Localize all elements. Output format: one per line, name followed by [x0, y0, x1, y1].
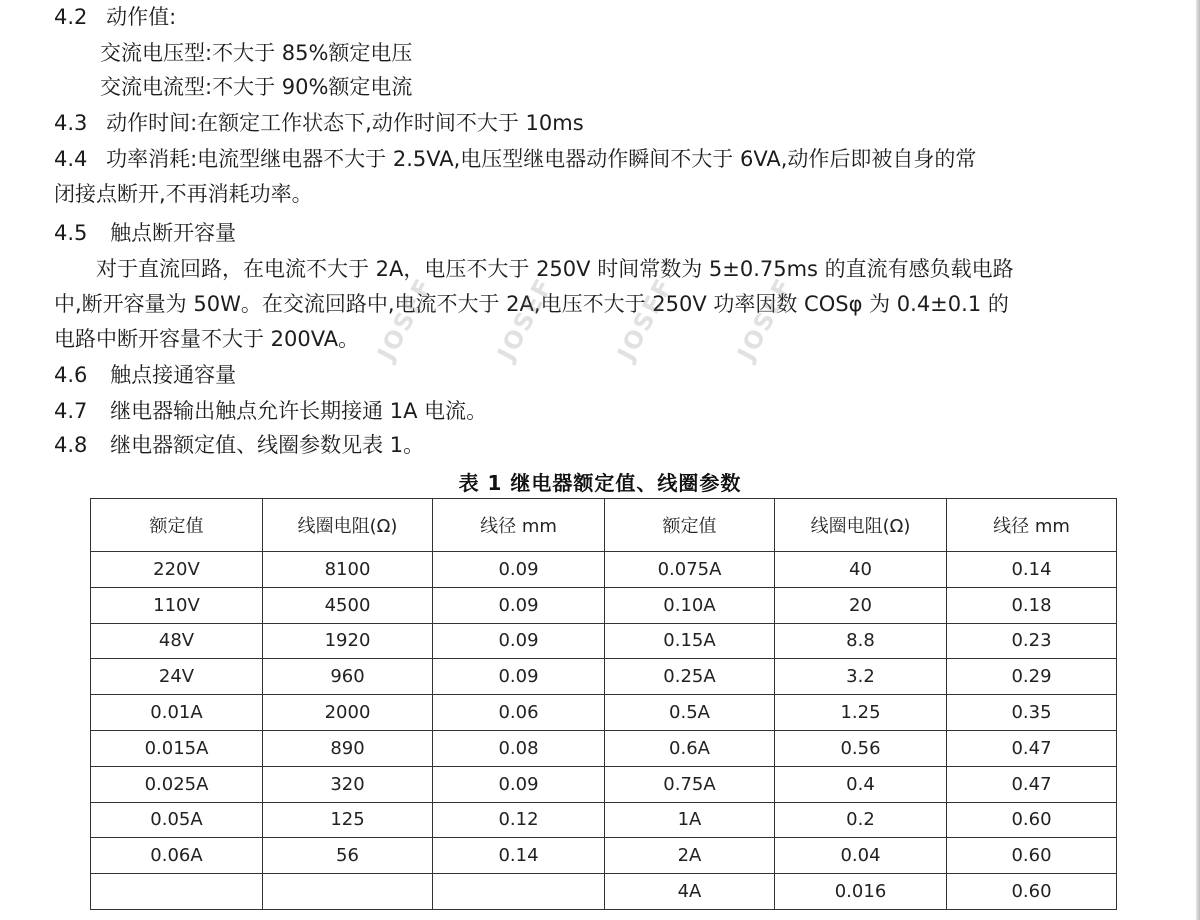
table-cell — [263, 874, 433, 910]
table-header-row — [91, 499, 1117, 552]
header-wire-diameter: 线径 mm — [433, 499, 605, 552]
table-cell: 0.60 — [947, 802, 1117, 838]
table-cell: 0.09 — [433, 659, 605, 695]
table-cell: 0.75A — [605, 766, 775, 802]
relay-ratings-table — [90, 498, 1117, 910]
header-coil-resistance: 线圈电阻(Ω) — [263, 499, 433, 552]
table-row — [91, 659, 1117, 695]
table-cell: 0.016 — [775, 874, 947, 910]
section-4-6-heading — [54, 360, 236, 390]
watermark: JOSEF — [492, 273, 559, 366]
table-cell: 0.015A — [91, 730, 263, 766]
table-caption-text: 表 1 继电器额定值、线圈参数 — [458, 471, 742, 495]
table-cell: 0.5A — [605, 695, 775, 731]
watermark: JOSEF — [372, 273, 439, 366]
section-4-2-heading — [54, 2, 176, 32]
table-cell: 890 — [263, 730, 433, 766]
table-cell — [91, 874, 263, 910]
table-cell: 0.09 — [433, 552, 605, 588]
page-edge-shadow — [1196, 0, 1200, 920]
table-cell: 110V — [91, 587, 263, 623]
table-cell: 0.23 — [947, 623, 1117, 659]
table-cell: 0.14 — [433, 838, 605, 874]
section-text: 继电器输出触点允许长期接通 1A 电流。 — [110, 399, 488, 423]
table-row — [91, 802, 1117, 838]
table-cell: 4A — [605, 874, 775, 910]
table-cell: 0.35 — [947, 695, 1117, 731]
table-row — [91, 623, 1117, 659]
table-cell: 2000 — [263, 695, 433, 731]
section-4-4-continuation: 闭接点断开,不再消耗功率。 — [54, 182, 313, 206]
section-text: 功率消耗:电流型继电器不大于 2.5VA,电压型继电器动作瞬间不大于 6VA,动作后即被自身的常 — [106, 147, 977, 171]
voltage-type-threshold: 交流电压型:不大于 85%额定电压 — [100, 41, 413, 65]
table-cell: 0.4 — [775, 766, 947, 802]
section-4-5-paragraph-line-1: 对于直流回路，在电流不大于 2A，电压不大于 250V 时间常数为 5±0.75ms 的直流有感负载电路 — [96, 257, 1014, 281]
section-4-5-heading — [54, 218, 236, 248]
section-number: 4.7 — [54, 399, 88, 423]
section-title: 触点断开容量 — [110, 221, 237, 245]
table-cell: 0.04 — [775, 838, 947, 874]
table-cell: 0.29 — [947, 659, 1117, 695]
table-cell: 0.12 — [433, 802, 605, 838]
section-title: 触点接通容量 — [110, 363, 237, 387]
table-cell: 0.15A — [605, 623, 775, 659]
current-type-threshold: 交流电流型:不大于 90%额定电流 — [100, 75, 413, 99]
table-cell: 0.05A — [91, 802, 263, 838]
section-4-7 — [54, 396, 487, 426]
table-cell: 1920 — [263, 623, 433, 659]
header-wire-diameter: 线径 mm — [947, 499, 1117, 552]
section-4-8 — [54, 430, 424, 460]
section-text: 动作时间:在额定工作状态下,动作时间不大于 10ms — [106, 111, 584, 135]
table-cell: 0.09 — [433, 623, 605, 659]
table-cell: 24V — [91, 659, 263, 695]
section-number: 4.2 — [54, 5, 88, 29]
table-cell: 0.6A — [605, 730, 775, 766]
table-cell: 125 — [263, 802, 433, 838]
table-row — [91, 874, 1117, 910]
section-title: 动作值: — [106, 5, 177, 29]
section-4-3 — [54, 108, 584, 138]
table-cell: 220V — [91, 552, 263, 588]
table-cell: 0.56 — [775, 730, 947, 766]
table-cell: 960 — [263, 659, 433, 695]
table-cell: 320 — [263, 766, 433, 802]
watermark: JOSEF — [612, 273, 679, 366]
header-rated-value: 额定值 — [91, 499, 263, 552]
section-number: 4.5 — [54, 221, 88, 245]
table-row — [91, 587, 1117, 623]
table-cell: 1A — [605, 802, 775, 838]
table-cell: 0.47 — [947, 730, 1117, 766]
table-cell: 3.2 — [775, 659, 947, 695]
table-row — [91, 552, 1117, 588]
table-cell: 8.8 — [775, 623, 947, 659]
table-row — [91, 730, 1117, 766]
section-text: 继电器额定值、线圈参数见表 1。 — [110, 433, 425, 457]
table-cell: 0.60 — [947, 874, 1117, 910]
table-row — [91, 838, 1117, 874]
table-cell: 56 — [263, 838, 433, 874]
table-cell: 4500 — [263, 587, 433, 623]
section-number: 4.6 — [54, 363, 88, 387]
table-cell: 0.60 — [947, 838, 1117, 874]
table-cell — [433, 874, 605, 910]
header-rated-value: 额定值 — [605, 499, 775, 552]
section-number: 4.8 — [54, 433, 88, 457]
table-cell: 1.25 — [775, 695, 947, 731]
table-cell: 0.06 — [433, 695, 605, 731]
table-cell: 0.025A — [91, 766, 263, 802]
section-4-5-paragraph-line-3: 电路中断开容量不大于 200VA。 — [54, 327, 360, 351]
table-cell: 8100 — [263, 552, 433, 588]
table-cell: 0.075A — [605, 552, 775, 588]
table-cell: 0.06A — [91, 838, 263, 874]
table-row — [91, 766, 1117, 802]
watermark: JOSEF — [732, 273, 799, 366]
table-cell: 0.08 — [433, 730, 605, 766]
table-cell: 0.01A — [91, 695, 263, 731]
table-cell: 0.47 — [947, 766, 1117, 802]
table-cell: 48V — [91, 623, 263, 659]
table-row — [91, 695, 1117, 731]
table-cell: 0.25A — [605, 659, 775, 695]
header-coil-resistance: 线圈电阻(Ω) — [775, 499, 947, 552]
table-cell: 0.09 — [433, 587, 605, 623]
table-cell: 40 — [775, 552, 947, 588]
table-caption — [0, 468, 1200, 498]
table-cell: 0.10A — [605, 587, 775, 623]
table-cell: 2A — [605, 838, 775, 874]
section-number: 4.4 — [54, 147, 88, 171]
section-4-5-paragraph-line-2: 中,断开容量为 50W。在交流回路中,电流不大于 2A,电压不大于 250V 功率因数 COSφ 为 0.4±0.1 的 — [54, 292, 1009, 316]
section-number: 4.3 — [54, 111, 88, 135]
table-cell: 0.14 — [947, 552, 1117, 588]
section-4-4 — [54, 144, 976, 174]
table-cell: 20 — [775, 587, 947, 623]
table-cell: 0.09 — [433, 766, 605, 802]
table-cell: 0.2 — [775, 802, 947, 838]
table-cell: 0.18 — [947, 587, 1117, 623]
